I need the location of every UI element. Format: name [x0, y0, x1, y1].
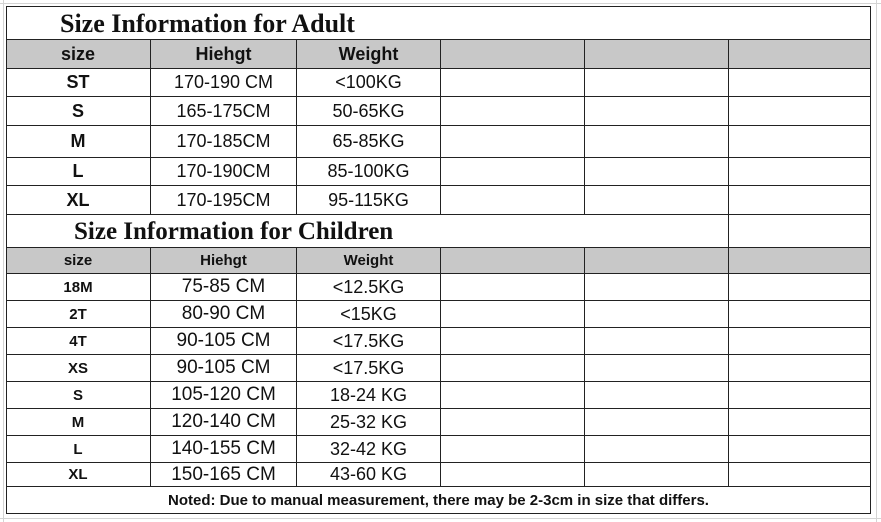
empty-cell [440, 301, 584, 327]
empty-cell [440, 382, 584, 408]
header-height: Hiehgt [150, 40, 296, 68]
weight-cell: 95-115KG [296, 186, 440, 214]
table-row [6, 158, 871, 186]
empty-cell [584, 355, 728, 381]
table-row [6, 97, 871, 126]
table-row [6, 436, 871, 463]
size-cell: 4T [69, 332, 87, 350]
empty-cell [584, 248, 728, 273]
table-row [6, 328, 871, 355]
weight-cell: 85-100KG [296, 158, 440, 185]
grid-line [0, 518, 881, 519]
size-cell: M [70, 131, 86, 151]
size-cell: S [72, 386, 83, 404]
empty-cell [584, 274, 728, 300]
table-row [6, 69, 871, 97]
empty-cell [440, 126, 584, 157]
empty-cell [584, 69, 728, 96]
size-cell: XL [66, 189, 90, 210]
empty-cell [440, 186, 584, 214]
empty-cell [728, 328, 871, 354]
empty-cell [728, 40, 871, 68]
size-cell: XL [68, 466, 88, 483]
grid-line [3, 0, 4, 522]
header-weight: Weight [296, 248, 440, 273]
adult-header-row [6, 40, 871, 69]
height-cell: 90-105 CM [150, 355, 296, 381]
empty-cell [440, 248, 584, 273]
table-row [6, 382, 871, 409]
empty-cell [440, 69, 584, 96]
empty-cell [728, 158, 871, 185]
empty-cell [728, 355, 871, 381]
height-cell: 170-190CM [150, 158, 296, 185]
header-size: size [60, 43, 96, 64]
empty-cell [584, 186, 728, 214]
weight-cell: 65-85KG [296, 126, 440, 157]
empty-cell [584, 463, 728, 486]
size-cell: L [73, 440, 83, 458]
header-height: Hiehgt [150, 248, 296, 273]
empty-cell [440, 97, 584, 125]
height-cell: 105-120 CM [150, 382, 296, 408]
height-cell: 170-190 CM [150, 69, 296, 96]
height-cell: 150-165 CM [150, 463, 296, 486]
empty-cell [584, 126, 728, 157]
empty-cell [728, 6, 871, 39]
weight-cell: 25-32 KG [296, 409, 440, 435]
header-size: size [63, 252, 93, 269]
height-cell: 170-185CM [150, 126, 296, 157]
empty-cell [584, 97, 728, 125]
children-title: Size Information for Children [74, 218, 394, 245]
empty-cell [440, 158, 584, 185]
children-header-row [6, 248, 871, 274]
table-row [6, 409, 871, 436]
size-cell: XS [67, 359, 88, 377]
empty-cell [584, 158, 728, 185]
table-row [6, 274, 871, 301]
empty-cell [728, 126, 871, 157]
height-cell: 170-195CM [150, 186, 296, 214]
table-row [6, 126, 871, 158]
empty-cell [728, 97, 871, 125]
height-cell: 140-155 CM [150, 436, 296, 462]
empty-cell [584, 301, 728, 327]
weight-cell: <12.5KG [296, 274, 440, 300]
header-weight: Weight [296, 40, 440, 68]
size-cell: M [71, 413, 85, 431]
empty-cell [584, 382, 728, 408]
empty-cell [728, 409, 871, 435]
weight-cell: <17.5KG [296, 355, 440, 381]
size-cell: 2T [69, 305, 87, 323]
empty-cell [440, 355, 584, 381]
weight-cell: <100KG [296, 69, 440, 96]
empty-cell [440, 40, 584, 68]
size-cell: ST [66, 72, 90, 92]
height-cell: 75-85 CM [150, 274, 296, 300]
empty-cell [440, 436, 584, 462]
table-row [6, 301, 871, 328]
weight-cell: <15KG [296, 301, 440, 327]
empty-cell [440, 463, 584, 486]
weight-cell: 50-65KG [296, 97, 440, 125]
empty-cell [728, 69, 871, 96]
size-cell: 18M [63, 278, 93, 296]
weight-cell: 18-24 KG [296, 382, 440, 408]
weight-cell: 32-42 KG [296, 436, 440, 462]
table-row [6, 186, 871, 215]
table-row [6, 355, 871, 382]
empty-cell [584, 436, 728, 462]
empty-cell [584, 40, 728, 68]
table-row [6, 463, 871, 487]
empty-cell [728, 301, 871, 327]
size-cell: S [71, 100, 84, 121]
empty-cell [440, 274, 584, 300]
empty-cell [728, 248, 871, 273]
adult-title: Size Information for Adult [60, 9, 355, 38]
height-cell: 90-105 CM [150, 328, 296, 354]
empty-cell [584, 328, 728, 354]
empty-cell [728, 274, 871, 300]
height-cell: 165-175CM [150, 97, 296, 125]
weight-cell: <17.5KG [296, 328, 440, 354]
empty-cell [728, 436, 871, 462]
empty-cell [728, 382, 871, 408]
weight-cell: 43-60 KG [296, 463, 440, 486]
empty-cell [728, 186, 871, 214]
empty-cell [584, 409, 728, 435]
height-cell: 80-90 CM [150, 301, 296, 327]
size-cell: L [72, 161, 84, 181]
grid-line [0, 3, 881, 4]
empty-cell [728, 463, 871, 486]
grid-line [876, 0, 877, 522]
empty-cell [440, 328, 584, 354]
empty-cell [728, 215, 871, 247]
measurement-note: Noted: Due to manual measurement, there may be 2-3cm in size that differs. [168, 491, 709, 509]
height-cell: 120-140 CM [150, 409, 296, 435]
empty-cell [440, 409, 584, 435]
